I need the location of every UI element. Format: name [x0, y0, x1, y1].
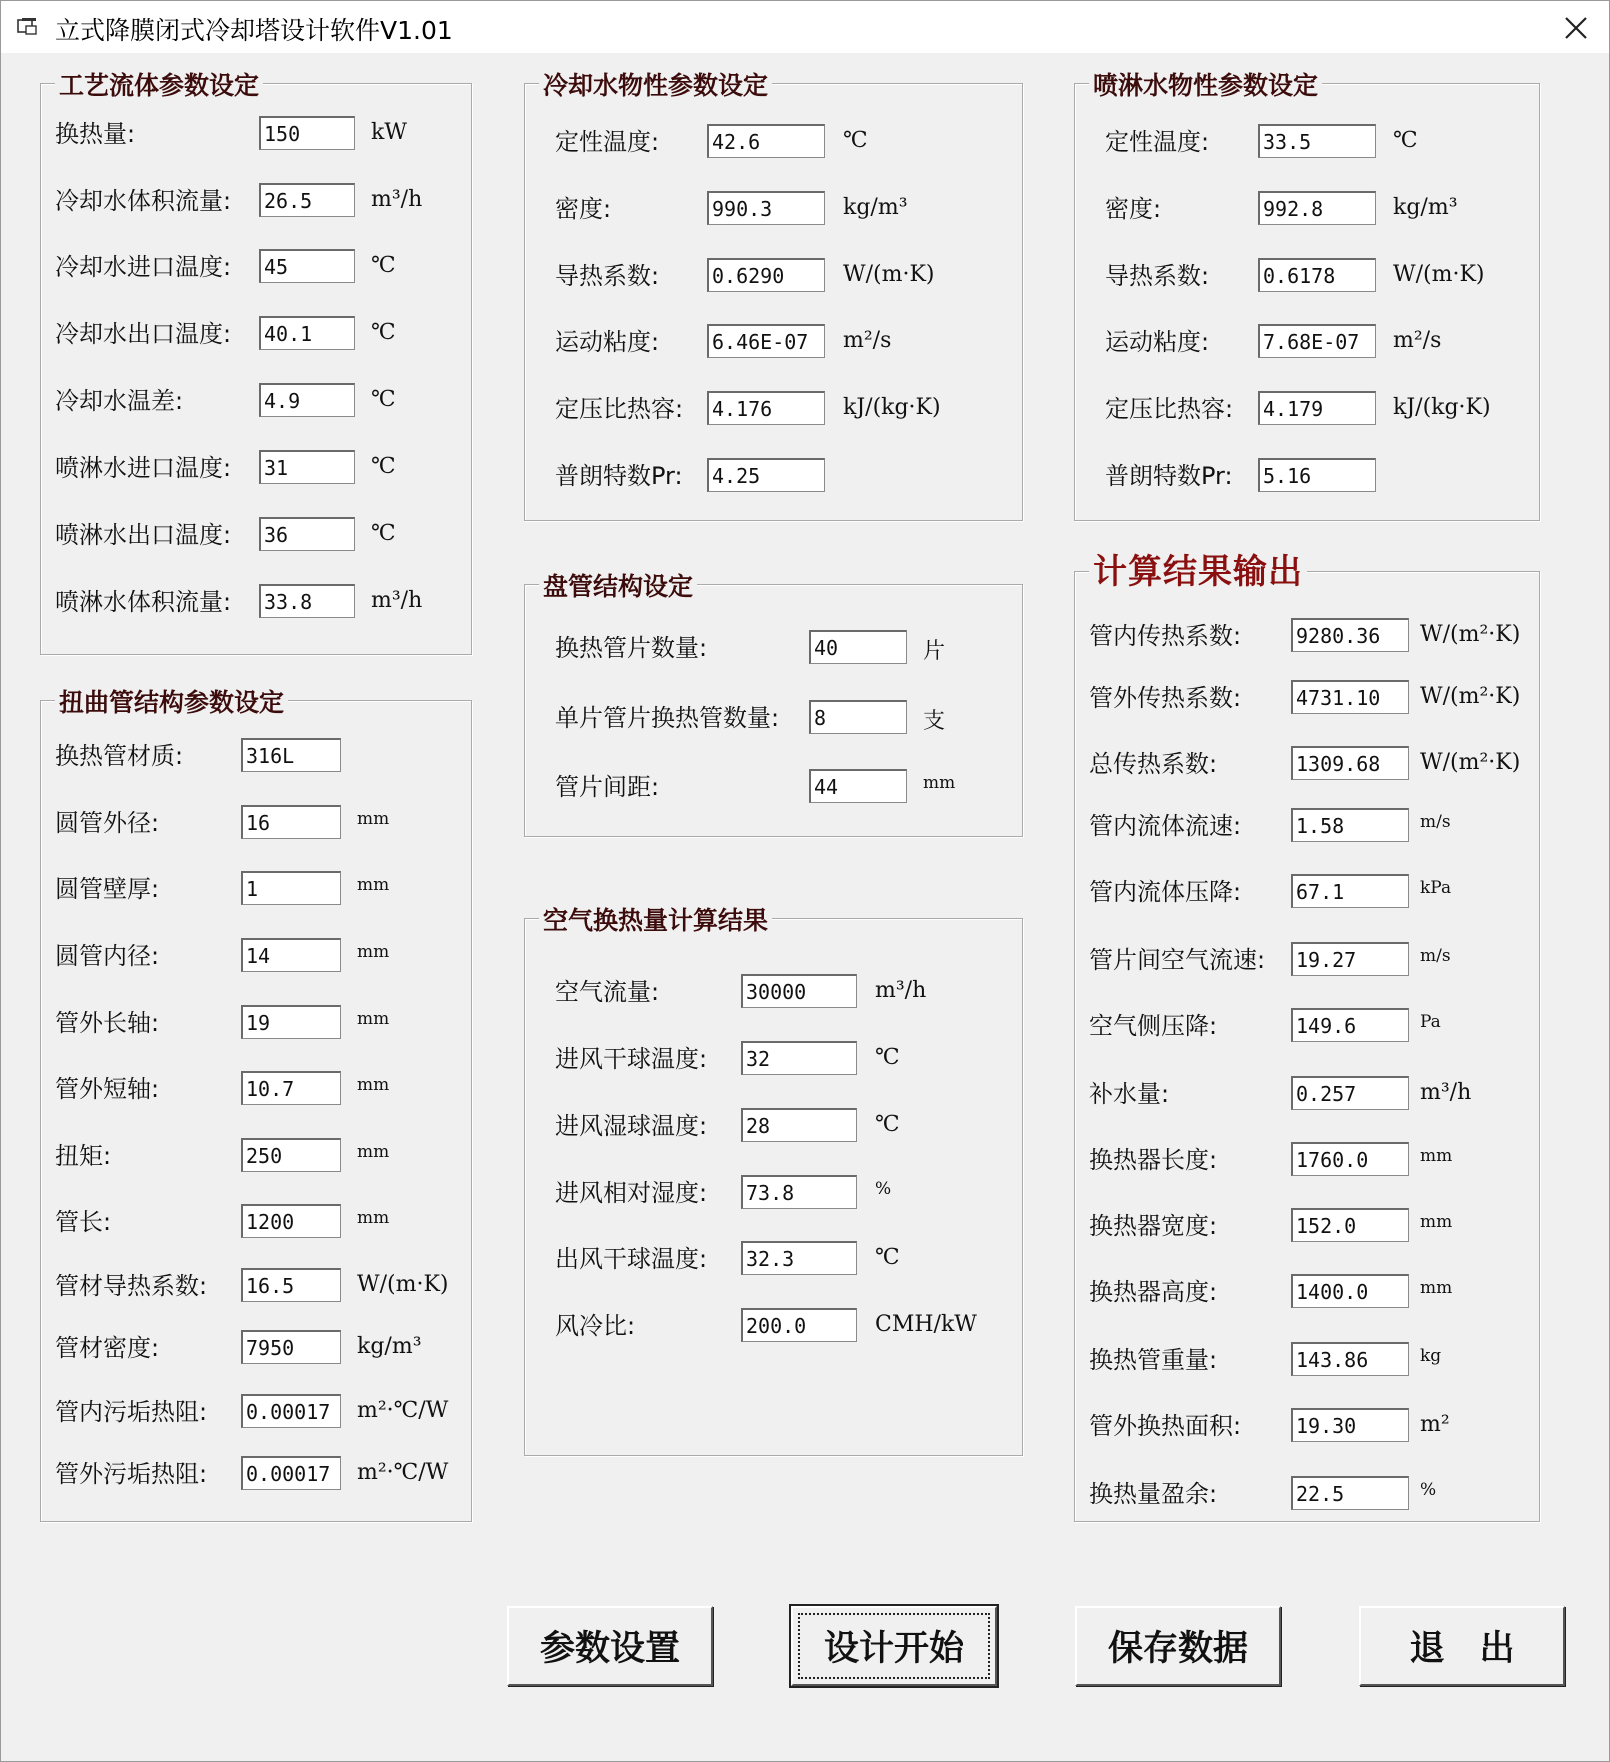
param-row — [41, 1392, 471, 1432]
param-label: 换热管重量: — [1089, 1346, 1218, 1374]
param-unit: mm — [357, 809, 390, 829]
param-value-field[interactable]: 40.1 — [259, 316, 355, 350]
param-unit: mm — [357, 875, 390, 895]
param-label: 管片间空气流速: — [1089, 946, 1266, 974]
param-value-field[interactable]: 36 — [259, 517, 355, 551]
param-unit: kg — [1420, 1346, 1442, 1366]
param-unit: % — [875, 1179, 892, 1199]
param-unit: ℃ — [371, 387, 396, 412]
param-row — [1075, 806, 1539, 846]
param-value-field[interactable]: 4.9 — [259, 383, 355, 417]
param-unit: m²·℃/W — [357, 1460, 449, 1485]
param-unit: mm — [357, 1142, 390, 1162]
param-value-field[interactable]: 31 — [259, 450, 355, 484]
param-row — [41, 582, 471, 622]
param-label: 喷淋水出口温度: — [55, 521, 232, 549]
param-unit: kW — [371, 120, 407, 145]
param-label: 导热系数: — [555, 262, 660, 290]
param-row — [41, 1202, 471, 1242]
param-value-field[interactable]: 5.16 — [1258, 458, 1376, 492]
param-unit: mm — [923, 773, 956, 793]
param-unit: % — [1420, 1480, 1437, 1500]
param-unit: m²·℃/W — [357, 1398, 449, 1423]
window-title: 立式降膜闭式冷却塔设计软件V1.01 — [55, 16, 453, 45]
param-value-field[interactable]: 150 — [259, 116, 355, 150]
param-row — [41, 247, 471, 287]
param-unit: ℃ — [875, 1245, 900, 1270]
param-label: 运动粘度: — [555, 328, 660, 356]
param-label: 管外短轴: — [55, 1075, 160, 1103]
param-row — [525, 256, 1022, 296]
param-unit: mm — [1420, 1212, 1453, 1232]
param-row — [41, 515, 471, 555]
param-label: 定性温度: — [555, 128, 660, 156]
param-value-field[interactable]: 32.3 — [741, 1241, 857, 1275]
param-unit: m³/h — [1420, 1080, 1472, 1105]
app-icon — [17, 17, 37, 35]
group-title: 空气换热量计算结果 — [539, 901, 772, 937]
param-label: 进风干球温度: — [555, 1045, 708, 1073]
param-row — [1075, 389, 1539, 429]
param-label: 补水量: — [1089, 1080, 1170, 1108]
param-row — [1075, 122, 1539, 162]
param-value-field[interactable]: 73.8 — [741, 1175, 857, 1209]
param-unit: kg/m³ — [357, 1334, 422, 1359]
param-unit: ℃ — [1393, 128, 1418, 153]
param-row — [41, 181, 471, 221]
param-label: 管内流体流速: — [1089, 812, 1242, 840]
param-label: 普朗特数Pr: — [555, 462, 683, 490]
param-unit: mm — [357, 942, 390, 962]
param-label: 密度: — [555, 195, 612, 223]
param-value-field[interactable]: 7.68E-07 — [1258, 324, 1376, 358]
param-label: 管内传热系数: — [1089, 622, 1242, 650]
param-label: 冷却水进口温度: — [55, 253, 232, 281]
param-value-field[interactable]: 200.0 — [741, 1308, 857, 1342]
param-value-field[interactable]: 0.00017 — [241, 1456, 341, 1490]
param-label: 圆管壁厚: — [55, 875, 160, 903]
param-unit: CMH/kW — [875, 1312, 977, 1337]
param-value-field[interactable]: 1760.0 — [1291, 1142, 1409, 1176]
param-unit: ℃ — [875, 1045, 900, 1070]
param-row — [525, 389, 1022, 429]
group-title: 喷淋水物性参数设定 — [1089, 66, 1322, 102]
param-label: 进风相对湿度: — [555, 1179, 708, 1207]
param-row — [41, 448, 471, 488]
param-row — [1075, 744, 1539, 784]
param-value-field[interactable]: 0.00017 — [241, 1394, 341, 1428]
param-row — [41, 936, 471, 976]
param-unit: m³/h — [875, 978, 927, 1003]
param-value-field[interactable]: 30000 — [741, 974, 857, 1008]
param-unit: kPa — [1420, 878, 1452, 898]
param-value-field[interactable]: 9280.36 — [1291, 618, 1409, 652]
param-row — [525, 1239, 1022, 1279]
param-unit: m³/h — [371, 588, 423, 613]
param-value-field[interactable]: 149.6 — [1291, 1008, 1409, 1042]
param-row — [1075, 256, 1539, 296]
param-unit: kJ/(kg·K) — [843, 395, 941, 420]
param-unit: mm — [357, 1208, 390, 1228]
param-row — [41, 869, 471, 909]
param-value-field[interactable]: 316L — [241, 738, 341, 772]
param-row — [1075, 1006, 1539, 1046]
param-value-field[interactable]: 26.5 — [259, 183, 355, 217]
group-title: 计算结果输出 — [1089, 544, 1307, 593]
param-row — [1075, 1272, 1539, 1312]
param-unit: W/(m²·K) — [1420, 684, 1521, 709]
param-label: 冷却水出口温度: — [55, 320, 232, 348]
param-row — [41, 1454, 471, 1494]
param-unit: ℃ — [371, 253, 396, 278]
param-value-field[interactable]: 28 — [741, 1108, 857, 1142]
param-unit: m/s — [1420, 946, 1451, 966]
group-process-fluid — [40, 71, 472, 655]
param-value-field[interactable]: 143.86 — [1291, 1342, 1409, 1376]
param-label: 换热管材质: — [55, 742, 184, 770]
param-unit: ℃ — [371, 521, 396, 546]
param-unit: m² — [1420, 1412, 1450, 1437]
param-value-field[interactable]: 4.179 — [1258, 391, 1376, 425]
param-value-field[interactable]: 22.5 — [1291, 1476, 1409, 1510]
param-row — [525, 1173, 1022, 1213]
param-label: 圆管内径: — [55, 942, 160, 970]
group-cooling-water — [524, 71, 1023, 521]
param-value-field[interactable]: 7950 — [241, 1330, 341, 1364]
param-value-field[interactable]: 16 — [241, 805, 341, 839]
group-title: 工艺流体参数设定 — [55, 66, 263, 102]
param-row — [41, 114, 471, 154]
param-label: 圆管外径: — [55, 809, 160, 837]
group-twisted-tube — [40, 688, 472, 1522]
close-icon — [1563, 15, 1589, 41]
param-unit: ℃ — [875, 1112, 900, 1137]
param-row — [1075, 1406, 1539, 1446]
param-label: 普朗特数Pr: — [1105, 462, 1233, 490]
param-unit: ℃ — [843, 128, 868, 153]
param-label: 定压比热容: — [555, 395, 684, 423]
start-design-button[interactable]: 设计开始 — [791, 1606, 997, 1686]
param-value-field[interactable]: 40 — [809, 630, 907, 664]
param-value-field[interactable]: 32 — [741, 1041, 857, 1075]
param-label: 换热器长度: — [1089, 1146, 1218, 1174]
param-label: 喷淋水体积流量: — [55, 588, 232, 616]
param-row — [1075, 189, 1539, 229]
param-row — [1075, 940, 1539, 980]
param-row — [1075, 1074, 1539, 1114]
param-label: 冷却水温差: — [55, 387, 184, 415]
param-row — [525, 322, 1022, 362]
close-button[interactable] — [1557, 9, 1595, 47]
param-unit: W/(m²·K) — [1420, 750, 1521, 775]
group-title: 扭曲管结构参数设定 — [55, 683, 288, 719]
param-label: 风冷比: — [555, 1312, 636, 1340]
param-label: 管外传热系数: — [1089, 684, 1242, 712]
param-row — [41, 1136, 471, 1176]
param-row — [525, 1306, 1022, 1346]
param-row — [1075, 872, 1539, 912]
param-row — [41, 1003, 471, 1043]
param-unit: m²/s — [843, 328, 892, 353]
param-value-field[interactable]: 8 — [809, 700, 907, 734]
group-title: 冷却水物性参数设定 — [539, 66, 772, 102]
param-row — [525, 456, 1022, 496]
param-row — [41, 736, 471, 776]
param-label: 换热量盈余: — [1089, 1480, 1218, 1508]
param-value-field[interactable]: 45 — [259, 249, 355, 283]
param-row — [41, 381, 471, 421]
param-value-field[interactable]: 33.5 — [1258, 124, 1376, 158]
group-results-output — [1074, 552, 1540, 1522]
param-unit: W/(m²·K) — [1420, 622, 1521, 647]
param-unit: 片 — [923, 639, 946, 664]
param-value-field[interactable]: 67.1 — [1291, 874, 1409, 908]
group-coil-structure — [524, 572, 1023, 837]
param-row — [41, 1069, 471, 1109]
param-row — [41, 1266, 471, 1306]
param-value-field[interactable]: 1.58 — [1291, 808, 1409, 842]
param-value-field[interactable]: 4731.10 — [1291, 680, 1409, 714]
param-row — [1075, 678, 1539, 718]
param-row — [1075, 616, 1539, 656]
group-spray-water — [1074, 71, 1540, 521]
param-row — [525, 767, 1022, 807]
param-label: 冷却水体积流量: — [55, 187, 232, 215]
param-row — [1075, 322, 1539, 362]
param-unit: mm — [357, 1075, 390, 1095]
param-unit: m³/h — [371, 187, 423, 212]
param-label: 管材导热系数: — [55, 1272, 208, 1300]
param-row — [525, 1106, 1022, 1146]
param-label: 密度: — [1105, 195, 1162, 223]
param-value-field[interactable]: 1309.68 — [1291, 746, 1409, 780]
param-unit: W/(m·K) — [843, 262, 935, 287]
param-label: 管外长轴: — [55, 1009, 160, 1037]
param-unit: m²/s — [1393, 328, 1442, 353]
param-value-field[interactable]: 992.8 — [1258, 191, 1376, 225]
param-value-field[interactable]: 152.0 — [1291, 1208, 1409, 1242]
title-bar — [1, 1, 1609, 53]
param-row — [525, 698, 1022, 738]
param-value-field[interactable]: 14 — [241, 938, 341, 972]
param-value-field[interactable]: 1400.0 — [1291, 1274, 1409, 1308]
param-value-field[interactable]: 1 — [241, 871, 341, 905]
param-value-field[interactable]: 44 — [809, 769, 907, 803]
param-value-field[interactable]: 0.6290 — [707, 258, 825, 292]
param-label: 空气流量: — [555, 978, 660, 1006]
param-value-field[interactable]: 19.30 — [1291, 1408, 1409, 1442]
param-label: 管外污垢热阻: — [55, 1460, 208, 1488]
param-value-field[interactable]: 4.25 — [707, 458, 825, 492]
param-label: 管长: — [55, 1208, 112, 1236]
param-label: 换热器宽度: — [1089, 1212, 1218, 1240]
param-label: 进风湿球温度: — [555, 1112, 708, 1140]
param-value-field[interactable]: 42.6 — [707, 124, 825, 158]
param-unit: W/(m·K) — [1393, 262, 1485, 287]
param-row — [1075, 1340, 1539, 1380]
param-label: 定性温度: — [1105, 128, 1210, 156]
group-title: 盘管结构设定 — [539, 567, 697, 603]
param-value-field[interactable]: 4.176 — [707, 391, 825, 425]
param-row — [525, 628, 1022, 668]
param-unit: W/(m·K) — [357, 1272, 449, 1297]
param-value-field[interactable]: 0.257 — [1291, 1076, 1409, 1110]
param-value-field[interactable]: 0.6178 — [1258, 258, 1376, 292]
param-label: 管片间距: — [555, 773, 660, 801]
param-value-field[interactable]: 19 — [241, 1005, 341, 1039]
param-value-field[interactable]: 6.46E-07 — [707, 324, 825, 358]
param-row — [1075, 1474, 1539, 1514]
param-row — [41, 803, 471, 843]
param-label: 管材密度: — [55, 1334, 160, 1362]
param-unit: mm — [1420, 1278, 1453, 1298]
param-value-field[interactable]: 16.5 — [241, 1268, 341, 1302]
param-value-field[interactable]: 33.8 — [259, 584, 355, 618]
param-row — [1075, 456, 1539, 496]
param-value-field[interactable]: 990.3 — [707, 191, 825, 225]
param-label: 定压比热容: — [1105, 395, 1234, 423]
param-label: 总传热系数: — [1089, 750, 1218, 778]
param-label: 换热管片数量: — [555, 634, 708, 662]
param-label: 扭矩: — [55, 1142, 112, 1170]
param-row — [41, 314, 471, 354]
param-unit: mm — [1420, 1146, 1453, 1166]
param-unit: 支 — [923, 709, 946, 734]
param-label: 空气侧压降: — [1089, 1012, 1218, 1040]
param-label: 换热器高度: — [1089, 1278, 1218, 1306]
param-unit: Pa — [1420, 1012, 1441, 1032]
param-unit: ℃ — [371, 454, 396, 479]
param-label: 运动粘度: — [1105, 328, 1210, 356]
param-row — [525, 972, 1022, 1012]
param-label: 管内流体压降: — [1089, 878, 1242, 906]
save-data-button[interactable]: 保存数据 — [1075, 1606, 1281, 1686]
param-unit: kg/m³ — [843, 195, 908, 220]
param-row — [525, 1039, 1022, 1079]
param-unit: kJ/(kg·K) — [1393, 395, 1491, 420]
param-unit: m/s — [1420, 812, 1451, 832]
group-air-heat — [524, 906, 1023, 1456]
param-unit: kg/m³ — [1393, 195, 1458, 220]
param-label: 喷淋水进口温度: — [55, 454, 232, 482]
param-label: 出风干球温度: — [555, 1245, 708, 1273]
params-settings-button[interactable]: 参数设置 — [507, 1606, 713, 1686]
param-value-field[interactable]: 19.27 — [1291, 942, 1409, 976]
param-row — [1075, 1206, 1539, 1246]
param-value-field[interactable]: 1200 — [241, 1204, 341, 1238]
param-label: 管外换热面积: — [1089, 1412, 1242, 1440]
param-value-field[interactable]: 250 — [241, 1138, 341, 1172]
param-row — [1075, 1140, 1539, 1180]
param-label: 管内污垢热阻: — [55, 1398, 208, 1426]
param-row — [41, 1328, 471, 1368]
param-value-field[interactable]: 10.7 — [241, 1071, 341, 1105]
param-unit: ℃ — [371, 320, 396, 345]
param-unit: mm — [357, 1009, 390, 1029]
param-row — [525, 122, 1022, 162]
exit-button[interactable]: 退 出 — [1359, 1606, 1565, 1686]
param-label: 换热量: — [55, 120, 136, 148]
param-label: 单片管片换热管数量: — [555, 704, 780, 732]
param-row — [525, 189, 1022, 229]
param-label: 导热系数: — [1105, 262, 1210, 290]
